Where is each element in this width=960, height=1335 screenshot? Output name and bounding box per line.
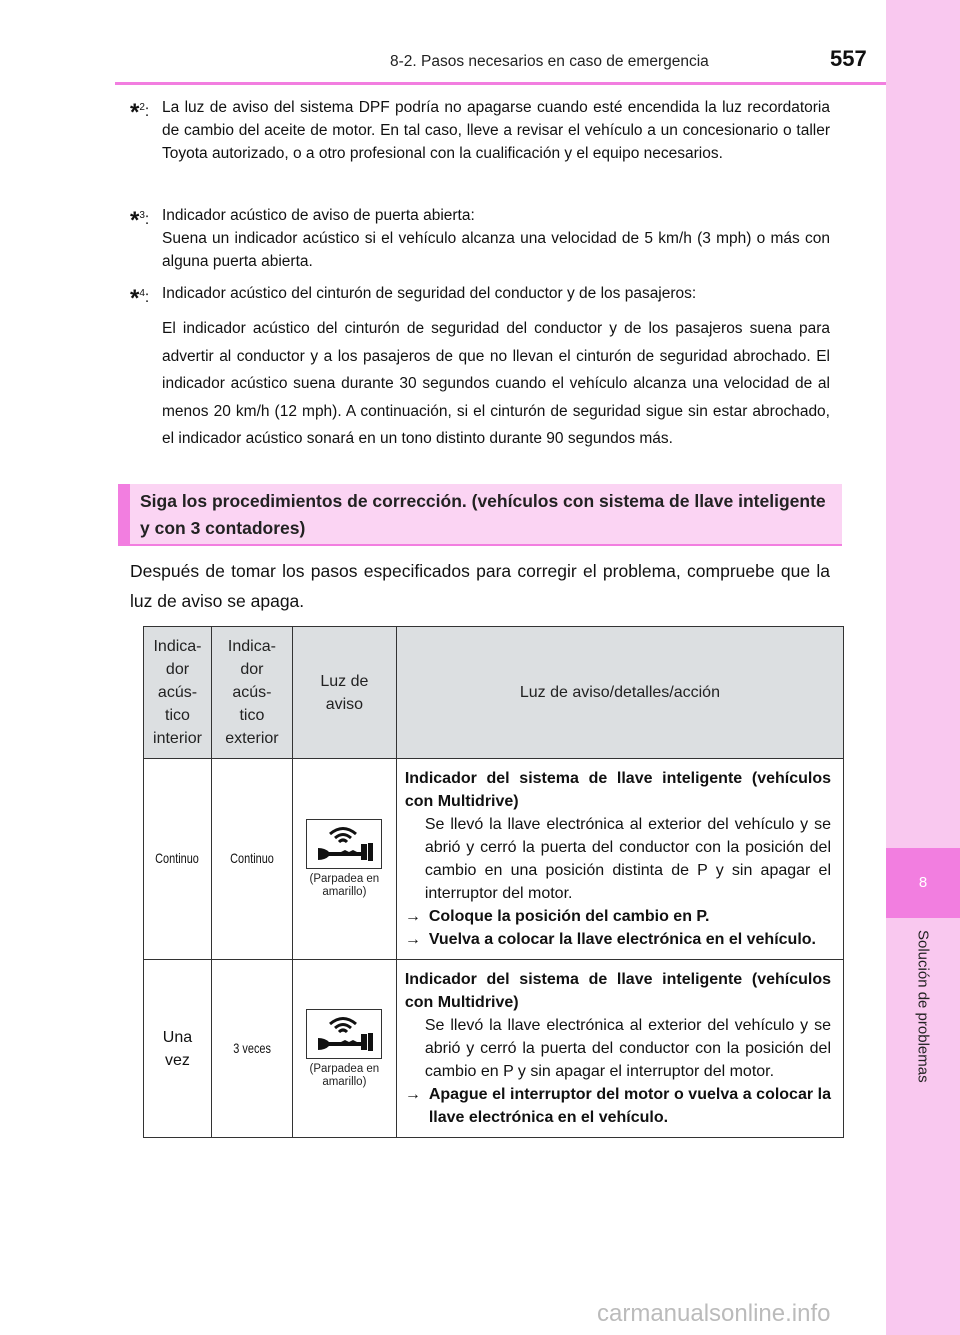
- arrow-icon: →: [404, 931, 421, 948]
- warning-table: [143, 626, 844, 1138]
- interior-buzzer-value: Una vez: [162, 1028, 193, 1069]
- footnote-marker: *$^3$:: [130, 207, 150, 235]
- footnote-marker: *$^4$:: [130, 285, 150, 313]
- blink-note: (Parpadea en amarillo): [309, 873, 380, 898]
- chapter-number-tab: 8: [886, 848, 960, 918]
- procedure-banner: Siga los procedimientos de corrección. (vehículos con sistema de llave inteligente y con 3 contadores): [118, 484, 842, 546]
- action-item: → Vuelva a colocar la llave electrónica en el vehículo.: [405, 928, 831, 951]
- detail-title: Indicador del sistema de llave inteligente (vehículos con Multidrive): [404, 770, 831, 810]
- footnote-marker: *$^2$:: [130, 99, 150, 127]
- watermark: carmanualsonline.info: [597, 1300, 831, 1327]
- footnote-text: El indicador acústico del cinturón de seguridad del conductor y de los pasajeros suena para advertir al conductor y a los pasajeros de que no llevan el cinturón de seguridad abrochado. El indicador acústico suena durante 30 segundos cuando el vehículo alcanza una velocidad de al menos 20 km/h (12 mph). A continuación, si el cinturón de seguridad sigue sin estar abrochado, el indicador acústico sonará en un tono distinto durante 90 segundos más.: [162, 320, 830, 447]
- header-warning-light: Luz de aviso: [292, 627, 396, 759]
- footnote-heading: Indicador acústico del cinturón de seguridad del conductor y de los pasajeros:: [162, 285, 697, 302]
- exterior-buzzer-value: Continuo: [230, 850, 274, 866]
- interior-buzzer-value: Continuo: [155, 850, 200, 866]
- header-exterior-buzzer: Indica- dor acús- tico exterior: [211, 627, 292, 759]
- footnote-2: [130, 96, 830, 165]
- footnote-text: Suena un indicador acústico si el vehículo alcanza una velocidad de 5 km/h (3 mph) o más con alguna puerta abierta.: [162, 230, 830, 270]
- detail-text: Se llevó la llave electrónica al exterior del vehículo y se abrió y cerró la puerta del conductor con la posición del cambio en P y sin apagar el interruptor del motor.: [424, 1017, 831, 1080]
- smart-key-warning-icon: [306, 819, 382, 869]
- blink-note: (Parpadea en amarillo): [309, 1062, 380, 1088]
- table-row: [144, 759, 844, 960]
- header-interior-buzzer: Indica- dor acús- tico interior: [144, 627, 212, 759]
- page-number: 557: [830, 46, 867, 71]
- arrow-icon: →: [404, 1086, 421, 1103]
- detail-title: Indicador del sistema de llave inteligente (vehículos con Multidrive): [404, 971, 831, 1011]
- arrow-icon: →: [404, 908, 421, 925]
- chapter-title: Solución de problemas: [914, 930, 932, 1083]
- footnote-text: La luz de aviso del sistema DPF podría no apagarse cuando esté encendida la luz recordatoria de cambio del aceite de motor. En tal caso, lleve a revisar el vehículo a un concesionario o taller Toyota autorizado, o a otro profesional con la cualificación y el equipo necesarios.: [162, 99, 830, 162]
- smart-key-warning-icon: [306, 1009, 382, 1059]
- detail-text: Se llevó la llave electrónica al exterior del vehículo y se abrió y cerró la puerta del conductor con la posición del cambio en una posición distinta de P y sin apagar el interruptor del motor.: [424, 816, 831, 902]
- header-rule: [115, 82, 886, 85]
- intro-text: Después de tomar los pasos especificados para corregir el problema, compruebe que la luz de aviso se apaga.: [130, 561, 830, 611]
- action-item: → Apague el interruptor del motor o vuelva a colocar la llave electrónica en el vehículo.: [405, 1083, 831, 1129]
- footnote-heading: Indicador acústico de aviso de puerta abierta:: [162, 207, 475, 224]
- footnote-4: [130, 282, 830, 453]
- exterior-buzzer-value: 3 veces: [233, 1039, 271, 1056]
- header-details: Luz de aviso/detalles/acción: [396, 627, 843, 759]
- action-item: → Coloque la posición del cambio en P.: [405, 905, 831, 928]
- footnote-3: [130, 204, 830, 273]
- table-row: [144, 960, 844, 1138]
- section-title: 8-2. Pasos necesarios en caso de emergencia: [390, 53, 709, 70]
